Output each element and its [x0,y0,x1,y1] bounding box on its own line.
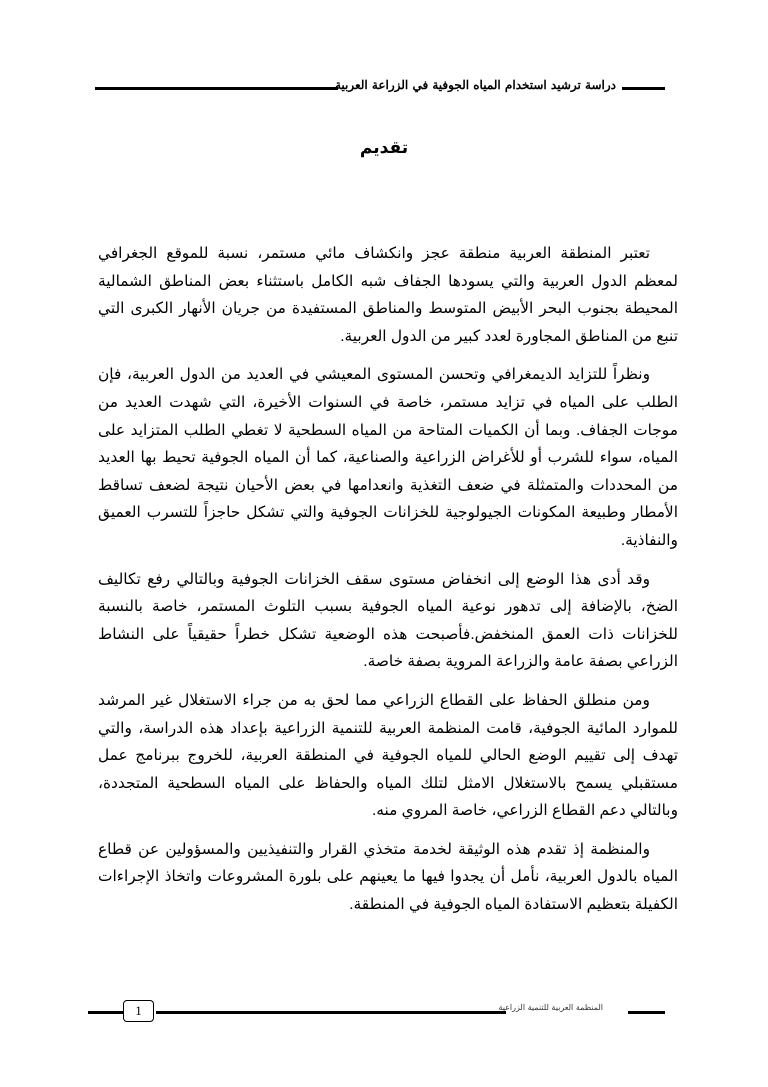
paragraph: وقد أدى هذا الوضع إلى انخفاض مستوى سقف الخزانات الجوفية وبالتالي رفع تكاليف الضخ، بالإضافة إلى تدهور نوعية المياه الجوفية بسبب التلوث المستمر، خاصة بالنسبة للخزانات ذات العمق المنخفض.فأصبحت هذه الوضعية تشكل خطراً حقيقياً على النشاط الزراعي بصفة عامة والزراعة المروية بصفة خاصة. [98,570,678,671]
footer-organization: المنظمة العربية للتنمية الزراعية [498,1003,603,1012]
page-number: 1 [123,1000,154,1022]
document-body [98,240,678,930]
running-header-title: دراسة ترشيد استخدام المياه الجوفية في الزراعة العربية [334,78,616,92]
paragraph: والمنظمة إذ تقدم هذه الوثيقة لخدمة متخذي القرار والتنفيذيين والمسؤولين عن قطاع المياه بالدول العربية، نأمل أن يجدوا فيها ما يعينهم على بلورة المشروعات واتخاذ الإجراءات الكفيلة بتعظيم الاستفادة المياه الجوفية في المنطقة. [98,840,678,914]
header-rule-right [622,87,665,90]
paragraph: تعتبر المنطقة العربية منطقة عجز وانكشاف مائي مستمر، نسبة للموقع الجغرافي لمعظم الدول العربية والتي يسودها الجفاف شبه الكامل باستثناء بعض المناطق الشمالية المحيطة بجنوب البحر الأبيض المتوسط والمناطق المستفيدة من جريان الأنهار الكبرى التي تنبع من المناطق المجاورة لعدد كبير من الدول العربية. [98,245,678,345]
paragraph: ونظراً للتزايد الديمغرافي وتحسن المستوى المعيشي في العديد من الدول العربية، فإن الطلب على المياه في تزايد مستمر، خاصة في السنوات الأخيرة، التي شهدت العديد من موجات الجفاف. وبما أن الكميات المتاحة من المياه السطحية لا تغطي الطلب المتزايد على المياه، سواء للشرب أو للأغراض الزراعية والصناعية، كما أن المياه الجوفية تحيط بها العديد من المحددات والمتمثلة في ضعف التغذية وانعدامها في بعض الأحيان نتيجة لضعف تساقط الأمطار وطبيعة المكونات الجيولوجية للخزانات الجوفية والتي تشكل حاجزاً للتسرب العميق والنفاذية. [98,366,678,549]
footer-rule-left [88,1011,123,1014]
header-rule-left [95,87,338,90]
footer-rule-middle [156,1011,506,1014]
footer-rule-right [628,1011,665,1014]
paragraph: ومن منطلق الحفاظ على القطاع الزراعي مما لحق به من جراء الاستغلال غير المرشد للموارد المائية الجوفية، قامت المنظمة العربية للتنمية الزراعية بإعداد هذه الدراسة، والتي تهدف إلى تقييم الوضع الحالي للمياه الجوفية في المنطقة العربية، للخروج ببرنامج عمل مستقبلي يسمح بالاستغلال الامثل لتلك المياه والحفاظ على المياه السطحية المتجددة، وبالتالي دعم القطاع الزراعي، خاصة المروي منه. [98,691,678,820]
page-heading: تقديم [359,138,409,158]
